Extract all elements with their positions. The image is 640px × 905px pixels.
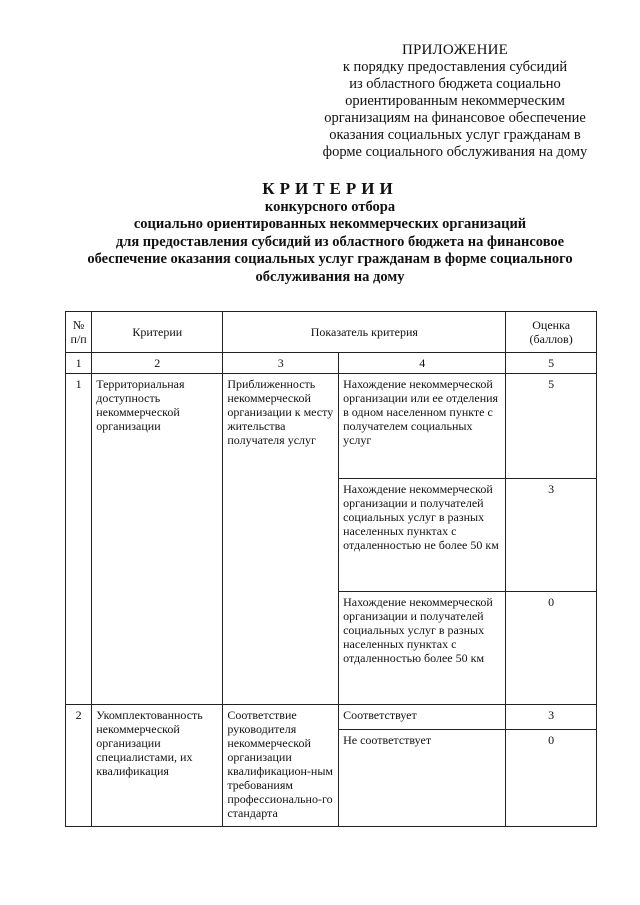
score-cell: 0 (506, 592, 597, 705)
heading-line: обслуживания на дому (255, 268, 405, 285)
appendix-line: ориентированным некоммерческим (345, 93, 565, 109)
row-number: 2 (66, 705, 92, 827)
option-cell: Не соответствует (339, 730, 506, 827)
option-cell: Нахождение некоммерческой организации и получателей социальных услуг в разных населенных пунктах с отдаленностью не более 50 км (339, 479, 506, 592)
appendix-line: форме социального обслуживания на дому (322, 144, 588, 160)
heading-line: социально ориентированных некоммерческих организаций (133, 216, 527, 232)
header-num: № п/п (66, 312, 92, 353)
appendix-line: организациям на финансовое обеспечение (324, 110, 586, 126)
appendix-line: к порядку предоставления субсидий (342, 59, 568, 75)
header-criteria: Критерии (92, 312, 223, 353)
index-cell: 4 (339, 353, 506, 374)
index-row (66, 353, 597, 374)
header-indicator: Показатель критерия (223, 312, 506, 353)
score-cell: 3 (506, 479, 597, 592)
row-number: 1 (66, 374, 92, 705)
header-row (66, 312, 597, 353)
index-cell: 3 (223, 353, 339, 374)
index-cell: 5 (506, 353, 597, 374)
criterion-cell: Территориальная доступность некоммерческой организации (92, 374, 223, 705)
option-cell: Нахождение некоммерческой организации и получателей социальных услуг в разных населенных пунктах с отдаленностью более 50 км (339, 592, 506, 705)
document-heading (40, 180, 620, 286)
index-cell: 1 (66, 353, 92, 374)
table-row (66, 705, 597, 730)
score-cell: 5 (506, 374, 597, 479)
appendix-title: ПРИЛОЖЕНИЕ (401, 42, 509, 58)
appendix-block (300, 42, 610, 161)
indicator-cell: Соответствие руководителя некоммерческой организации квалификацион-ным требованиям профессионально-го стандарта (223, 705, 339, 827)
appendix-line: из областного бюджета социально (349, 76, 561, 92)
heading-line: для предоставления субсидий из областного бюджета на финансовое (115, 233, 565, 250)
option-cell: Нахождение некоммерческой организации или ее отделения в одном населенном пункте с получателем социальных услуг (339, 374, 506, 479)
heading-line: конкурсного отбора (264, 198, 396, 215)
criteria-table (65, 311, 597, 827)
score-cell: 3 (506, 705, 597, 730)
header-score: Оценка (баллов) (506, 312, 597, 353)
criterion-cell: Укомплектованность некоммерческой организации специалистами, их квалификация (92, 705, 223, 827)
table-row (66, 374, 597, 479)
index-cell: 2 (92, 353, 223, 374)
indicator-cell: Приближенность некоммерческой организации к месту жительства получателя услуг (223, 374, 339, 705)
option-cell: Соответствует (339, 705, 506, 730)
score-cell: 0 (506, 730, 597, 827)
heading-line: обеспечение оказания социальных услуг гражданам в форме социального (87, 251, 573, 267)
heading-title: КРИТЕРИИ (262, 179, 398, 198)
appendix-line: оказания социальных услуг гражданам в (329, 127, 581, 143)
